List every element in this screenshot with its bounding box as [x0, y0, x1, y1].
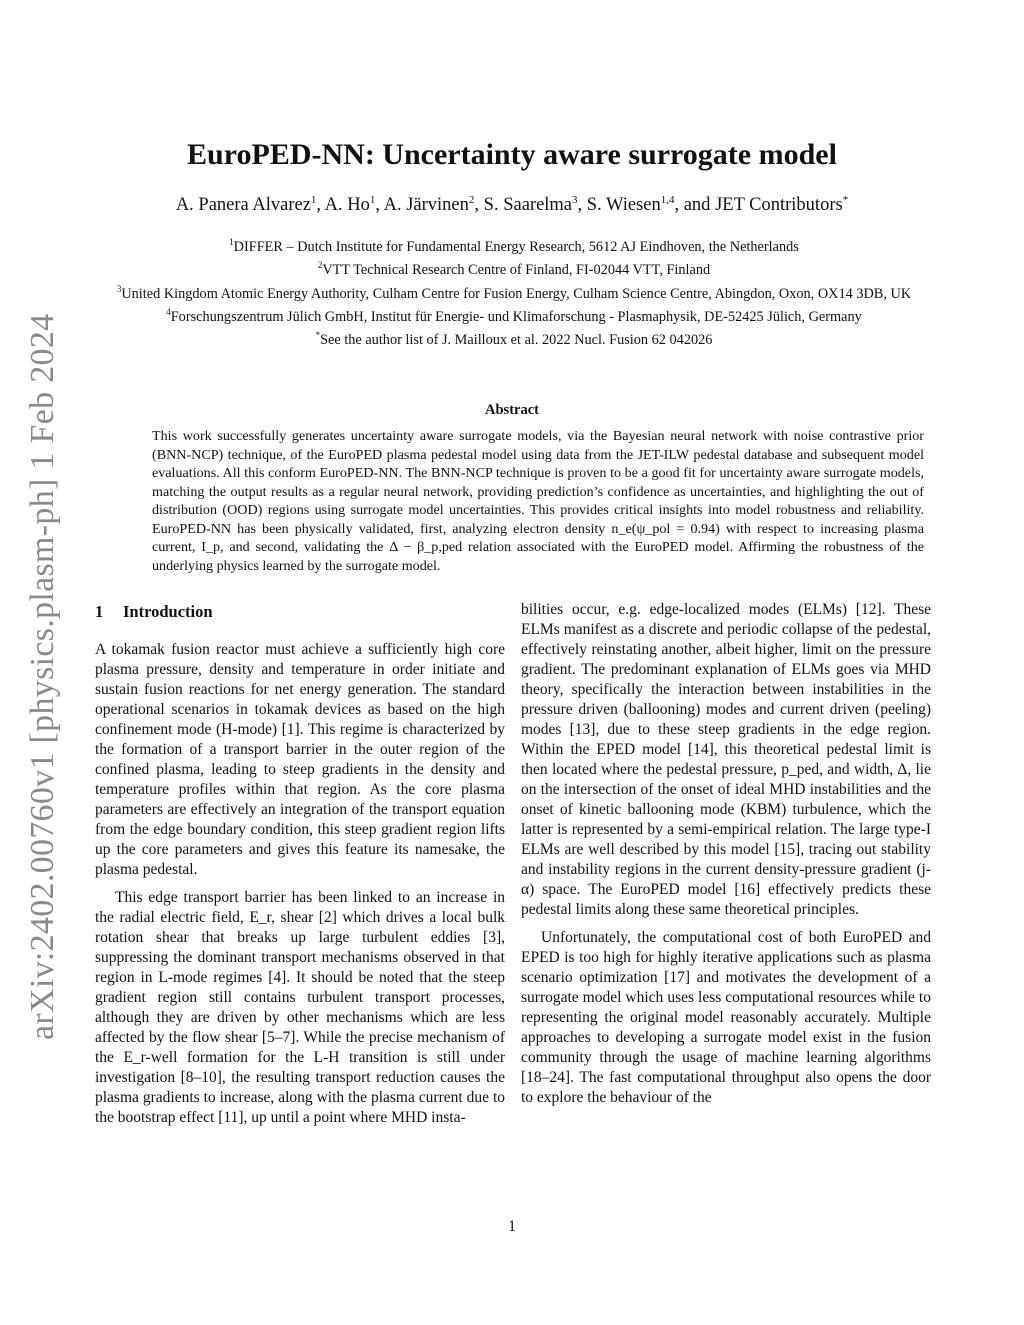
author: A. Järvinen	[383, 195, 469, 216]
author-separator: , and	[674, 195, 716, 216]
right-column	[521, 600, 931, 1116]
affiliation-list	[95, 233, 933, 350]
section-title: Introduction	[123, 602, 213, 621]
section-number: 1	[95, 602, 104, 621]
author: S. Wiesen	[586, 195, 661, 216]
author-separator: ,	[316, 195, 325, 216]
body-paragraph: Unfortunately, the computational cost of both EuroPED and EPED is too high for highly iterative applications such as plasma scenario optimization [17] and motivates the development of a surrogate model which uses less computational resources while to representing the original model reasonably accurately. Multiple approaches to developing a surrogate model exist in the fusion community through the usage of machine learning algorithms [18–24]. The fast computational throughput also opens the door to explore the behaviour of the	[521, 929, 931, 1106]
author-affiliation-mark: 3	[572, 194, 578, 206]
affiliation-text: United Kingdom Atomic Energy Authority, Culham Centre for Fusion Energy, Culham Science Centre, Abingdon, Oxon, OX14 3DB, UK	[121, 285, 912, 302]
author: S. Saarelma	[483, 195, 573, 216]
affiliation-text: Forschungszentrum Jülich GmbH, Institut für Energie- und Klimaforschung - Plasmaphysik, DE-52425 Jülich, Germany	[170, 308, 862, 325]
affiliation	[95, 326, 933, 349]
affiliation-mark: 1	[229, 237, 234, 247]
author-affiliation-mark: 1	[310, 194, 317, 206]
author: A. Ho	[324, 195, 370, 216]
author-affiliation-mark: 2	[468, 194, 475, 206]
author: JET Contributors	[715, 195, 843, 216]
affiliation-text: See the author list of J. Mailloux et al. 2022 Nucl. Fusion 62 042026	[320, 332, 713, 349]
left-column	[95, 600, 505, 1136]
abstract-heading: Abstract	[485, 402, 539, 418]
author-separator: ,	[577, 195, 587, 216]
affiliation-mark: *	[315, 330, 321, 341]
paper-title: EuroPED-NN: Uncertainty aware surrogate model	[187, 138, 837, 171]
author-affiliation-mark: 1	[369, 194, 376, 206]
affiliation-mark: 2	[317, 260, 323, 271]
author-affiliation-mark: 1,4	[660, 194, 675, 206]
affiliation-text: VTT Technical Research Centre of Finland, FI-02044 VTT, Finland	[322, 262, 711, 279]
author: A. Panera Alvarez	[175, 195, 311, 216]
affiliation-mark: 4	[166, 307, 171, 318]
section-heading	[95, 602, 505, 622]
affiliation	[95, 303, 933, 326]
author-affiliation-mark: *	[842, 194, 849, 206]
author-list	[0, 194, 1024, 216]
page-number: 1	[508, 1218, 516, 1235]
body-paragraph: This edge transport barrier has been linked to an increase in the radial electric field, E_r, shear [2] which drives a local bulk rotation shear that breaks up large turbulent eddies [3], suppressing the dominant transport mechanisms observed in that region in L-mode regimes [4]. It should be noted that the steep gradient region still contains turbulent transport processes, although they are driven by other mechanisms which are less affected by the flow shear [5–7]. While the precise mechanism of the E_r-well formation for the L-H transition is still under investigation [8–10], the resulting transport reduction causes the plasma gradients to increase, along with the plasma current due to the bootstrap effect [11], up until a point where MHD insta-	[95, 889, 505, 1126]
affiliation	[95, 280, 933, 303]
affiliation	[95, 233, 933, 256]
body-paragraph: bilities occur, e.g. edge-localized modes (ELMs) [12]. These ELMs manifest as a discrete and periodic collapse of the pedestal, effectively reinstating another, albeit higher, limit on the pressure gradient. The predominant explanation of ELMs goes via MHD theory, specifically the interaction between instabilities in the pressure driven (ballooning) modes and current driven (peeling) modes [13], due to these steep gradients in the edge region. Within the EPED model [14], this theoretical pedestal limit is then located where the pedestal pressure, p_ped, and width, Δ, lie on the intersection of the onset of ideal MHD instabilities and the onset of kinetic ballooning mode (KBM) turbulence, which the latter is represented by a semi-empirical relation. The large type-I ELMs are well described by this model [15], tracing out stability and instability regions in the current density-pressure gradient (j-α) space. The EuroPED model [16] effectively predicts these pedestal limits along these same theoretical principles.	[521, 601, 931, 918]
affiliation-mark: 3	[116, 283, 122, 294]
abstract-text: This work successfully generates uncertainty aware surrogate models, via the Bayesian neural network with noise contrastive prior (BNN-NCP) technique, of the EuroPED plasma pedestal model using data from the JET-ILW pedestal database and subsequent model evaluations. All this conform EuroPED-NN. The BNN-NCP technique is proven to be a good fit for uncertainty aware surrogate models, matching the output results as a regular neural network, providing prediction’s confidence as uncertainties, and highlighting the out of distribution (OOD) regions using surrogate model uncertainties. This provides critical insights into model robustness and reliability. EuroPED-NN has been physically validated, first, analyzing electron density n_e(ψ_pol = 0.94) with respect to increasing plasma current, I_p, and second, validating the Δ − β_p,ped relation associated with the EuroPED model. Affirming the robustness of the underlying physics learned by the surrogate model.	[152, 428, 924, 574]
affiliation-text: DIFFER – Dutch Institute for Fundamental Energy Research, 5612 AJ Eindhoven, the Netherlands	[233, 238, 799, 255]
author-separator: ,	[375, 195, 384, 216]
arxiv-identifier-stamp: arXiv:2402.00760v1 [physics.plasm-ph] 1 Feb 2024	[24, 313, 61, 1040]
body-paragraph: A tokamak fusion reactor must achieve a sufficiently high core plasma pressure, density and temperature in order initiate and sustain fusion reactions for net energy generation. The standard operational scenarios in tokamak devices as based on the high confinement mode (H-mode) [1]. This regime is characterized by the formation of a transport barrier in the outer region of the confined plasma, leading to steep gradients in the density and temperature profiles within that region. As the core plasma parameters are effectively an integration of the transport equation from the edge boundary condition, this steep gradient region lifts up the core parameters and gives this feature its namesake, the plasma pedestal.	[95, 641, 505, 878]
author-separator: ,	[474, 195, 484, 216]
affiliation	[95, 256, 933, 279]
